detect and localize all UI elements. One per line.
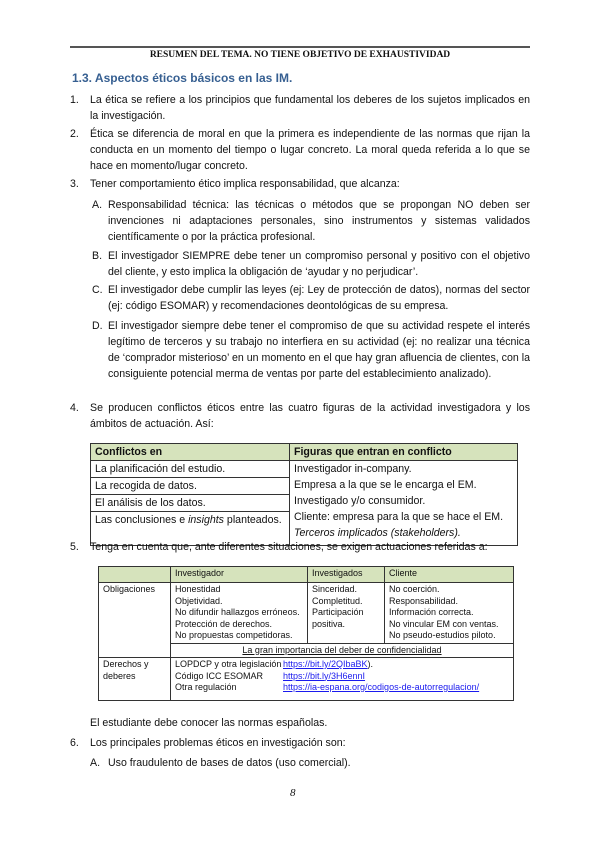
link-label: LOPDCP y otra legislación xyxy=(175,659,282,669)
confidentiality-note: La gran importancia del deber de confidencialidad xyxy=(171,643,514,658)
link-label: Otra regulación xyxy=(175,682,237,692)
link-row xyxy=(175,671,509,683)
sub-item xyxy=(90,755,528,771)
item-text: Tenga en cuenta que, ante diferentes situaciones, se exigen actuaciones referidas a: xyxy=(90,541,488,553)
row-label: Obligaciones xyxy=(99,583,171,658)
sub-letter: A. xyxy=(92,199,103,211)
link-row xyxy=(175,682,509,694)
esomar-link[interactable]: https://bit.ly/3H6ennI xyxy=(283,670,366,681)
duties-table xyxy=(98,566,514,701)
page-number: 8 xyxy=(290,787,296,799)
cell-line: No vincular EM con ventas. xyxy=(389,618,499,629)
figure-line: Cliente: empresa para la que se hace el EM. xyxy=(294,511,504,523)
table-header: Conflictos en xyxy=(91,444,290,461)
sub-text: El investigador SIEMPRE debe tener un compromiso personal y positivo con el objetivo del cliente, y esto implica la obligación de ‘ayudar y no perjudicar’. xyxy=(108,250,530,278)
sub-letter: B. xyxy=(92,250,103,262)
sub-item xyxy=(92,318,530,382)
sub-item xyxy=(92,282,530,314)
cell-text: insights xyxy=(188,514,224,526)
sub-text: Uso fraudulento de bases de datos (uso comercial). xyxy=(108,757,351,769)
cell-line: Sinceridad. xyxy=(312,584,358,594)
note-text: El estudiante debe conocer las normas españolas. xyxy=(90,717,328,729)
cell-line: No propuestas competidoras. xyxy=(175,630,293,640)
sub-text: El investigador debe cumplir las leyes (ej: Ley de protección de datos), normas del sector (ej: código ESOMAR) y recomendaciones deontológicas de su empresa. xyxy=(108,284,530,312)
table-cell: La recogida de datos. xyxy=(91,478,290,495)
cell-line: Responsabilidad. xyxy=(389,595,459,606)
item-number: 5. xyxy=(70,541,79,553)
list-item xyxy=(70,539,530,555)
sub-letter: D. xyxy=(92,320,103,332)
item-text: Se producen conflictos éticos entre las cuatro figuras de la actividad investigadora y los ámbitos de actuación. Así: xyxy=(90,402,530,430)
cell-line: Información correcta. xyxy=(389,607,474,617)
legislation-link[interactable]: https://bit.ly/2QIbaBK xyxy=(283,659,368,669)
link-suffix: ). xyxy=(367,659,374,669)
cell-line: No coerción. xyxy=(389,584,440,594)
section-title: 1.3. Aspectos éticos básicos en las IM. xyxy=(72,71,293,85)
link-label: Código ICC ESOMAR xyxy=(175,670,264,681)
table-cell: La planificación del estudio. xyxy=(91,461,290,478)
table-header: Cliente xyxy=(385,567,514,583)
list-item xyxy=(70,92,530,124)
sub-text: El investigador siempre debe tener el compromiso de que su actividad respete el interés legítimo de terceros y su trabajo no interfiera en su actividad (ej: no realizar una técnica de ‘comprador misterioso’ en un momento en el que hay gran afluencia de clientes, con la consiguiente potencial merma de ventas por parte del establecimiento analizado). xyxy=(108,320,530,380)
investigados-cell xyxy=(308,583,385,644)
item-text: Tener comportamiento ético implica responsabilidad, que alcanza: xyxy=(90,178,400,190)
item-number: 6. xyxy=(70,737,79,749)
figures-cell xyxy=(290,461,518,546)
figure-line: Terceros implicados (stakeholders). xyxy=(294,527,461,539)
cell-line: No difundir hallazgos erróneos. xyxy=(175,607,300,617)
item-number: 4. xyxy=(70,402,79,414)
row-label: Derechos y deberes xyxy=(99,658,171,701)
item-text: Ética se diferencia de moral en que la primera es independiente de las normas que rijan la conducta en un momento del tiempo o lugar concreto. La moral queda referida a lo que se hace en momento/lugar concreto. xyxy=(90,128,530,172)
table-header xyxy=(99,567,171,583)
table-header: Investigados xyxy=(308,567,385,583)
regulation-link[interactable]: https://ia-espana.org/codigos-de-autorregulacion/ xyxy=(283,682,480,692)
cell-line: No pseudo-estudios piloto. xyxy=(389,630,496,640)
item-number: 1. xyxy=(70,94,79,106)
cell-line: Objetividad. xyxy=(175,595,223,606)
header-rule xyxy=(70,46,530,48)
sub-item xyxy=(92,248,530,280)
cell-line: Protección de derechos. xyxy=(175,618,273,629)
cell-line: Honestidad xyxy=(175,584,221,594)
list-item xyxy=(70,400,530,432)
links-cell xyxy=(171,658,514,701)
item-number: 2. xyxy=(70,128,79,140)
item-text: Los principales problemas éticos en investigación son: xyxy=(90,737,346,749)
list-item xyxy=(70,735,530,751)
cell-text: Las conclusiones e xyxy=(95,514,189,526)
cell-line: Completitud. xyxy=(312,595,363,606)
list-item xyxy=(70,126,530,174)
sub-item xyxy=(92,197,530,245)
list-item xyxy=(70,176,530,192)
investigador-cell xyxy=(171,583,308,644)
link-row xyxy=(175,659,509,671)
figure-line: Investigado y/o consumidor. xyxy=(294,495,426,507)
figure-line: Empresa a la que se le encarga el EM. xyxy=(294,479,477,491)
item-text: La ética se refiere a los principios que fundamental los deberes de los sujetos implicados en la investigación. xyxy=(90,94,530,122)
figure-line: Investigador in-company. xyxy=(294,463,412,475)
sub-text: Responsabilidad técnica: las técnicas o métodos que se propongan NO deben ser invenciones ni adaptaciones personales, sino instrumentos y sistemas validados científicamente o por la práctica profesional. xyxy=(108,199,530,243)
table-header: Figuras que entran en conflicto xyxy=(290,444,518,461)
cell-line: Participación positiva. xyxy=(312,607,364,629)
item-number: 3. xyxy=(70,178,79,190)
conflicts-table xyxy=(90,443,518,546)
cliente-cell xyxy=(385,583,514,644)
table-header: Investigador xyxy=(171,567,308,583)
running-header: RESUMEN DEL TEMA. NO TIENE OBJETIVO DE EXHAUSTIVIDAD xyxy=(149,50,451,60)
cell-text: planteados. xyxy=(223,514,282,526)
table-cell: El análisis de los datos. xyxy=(91,495,290,512)
sub-letter: C. xyxy=(92,284,103,296)
sub-letter: A. xyxy=(90,757,101,769)
